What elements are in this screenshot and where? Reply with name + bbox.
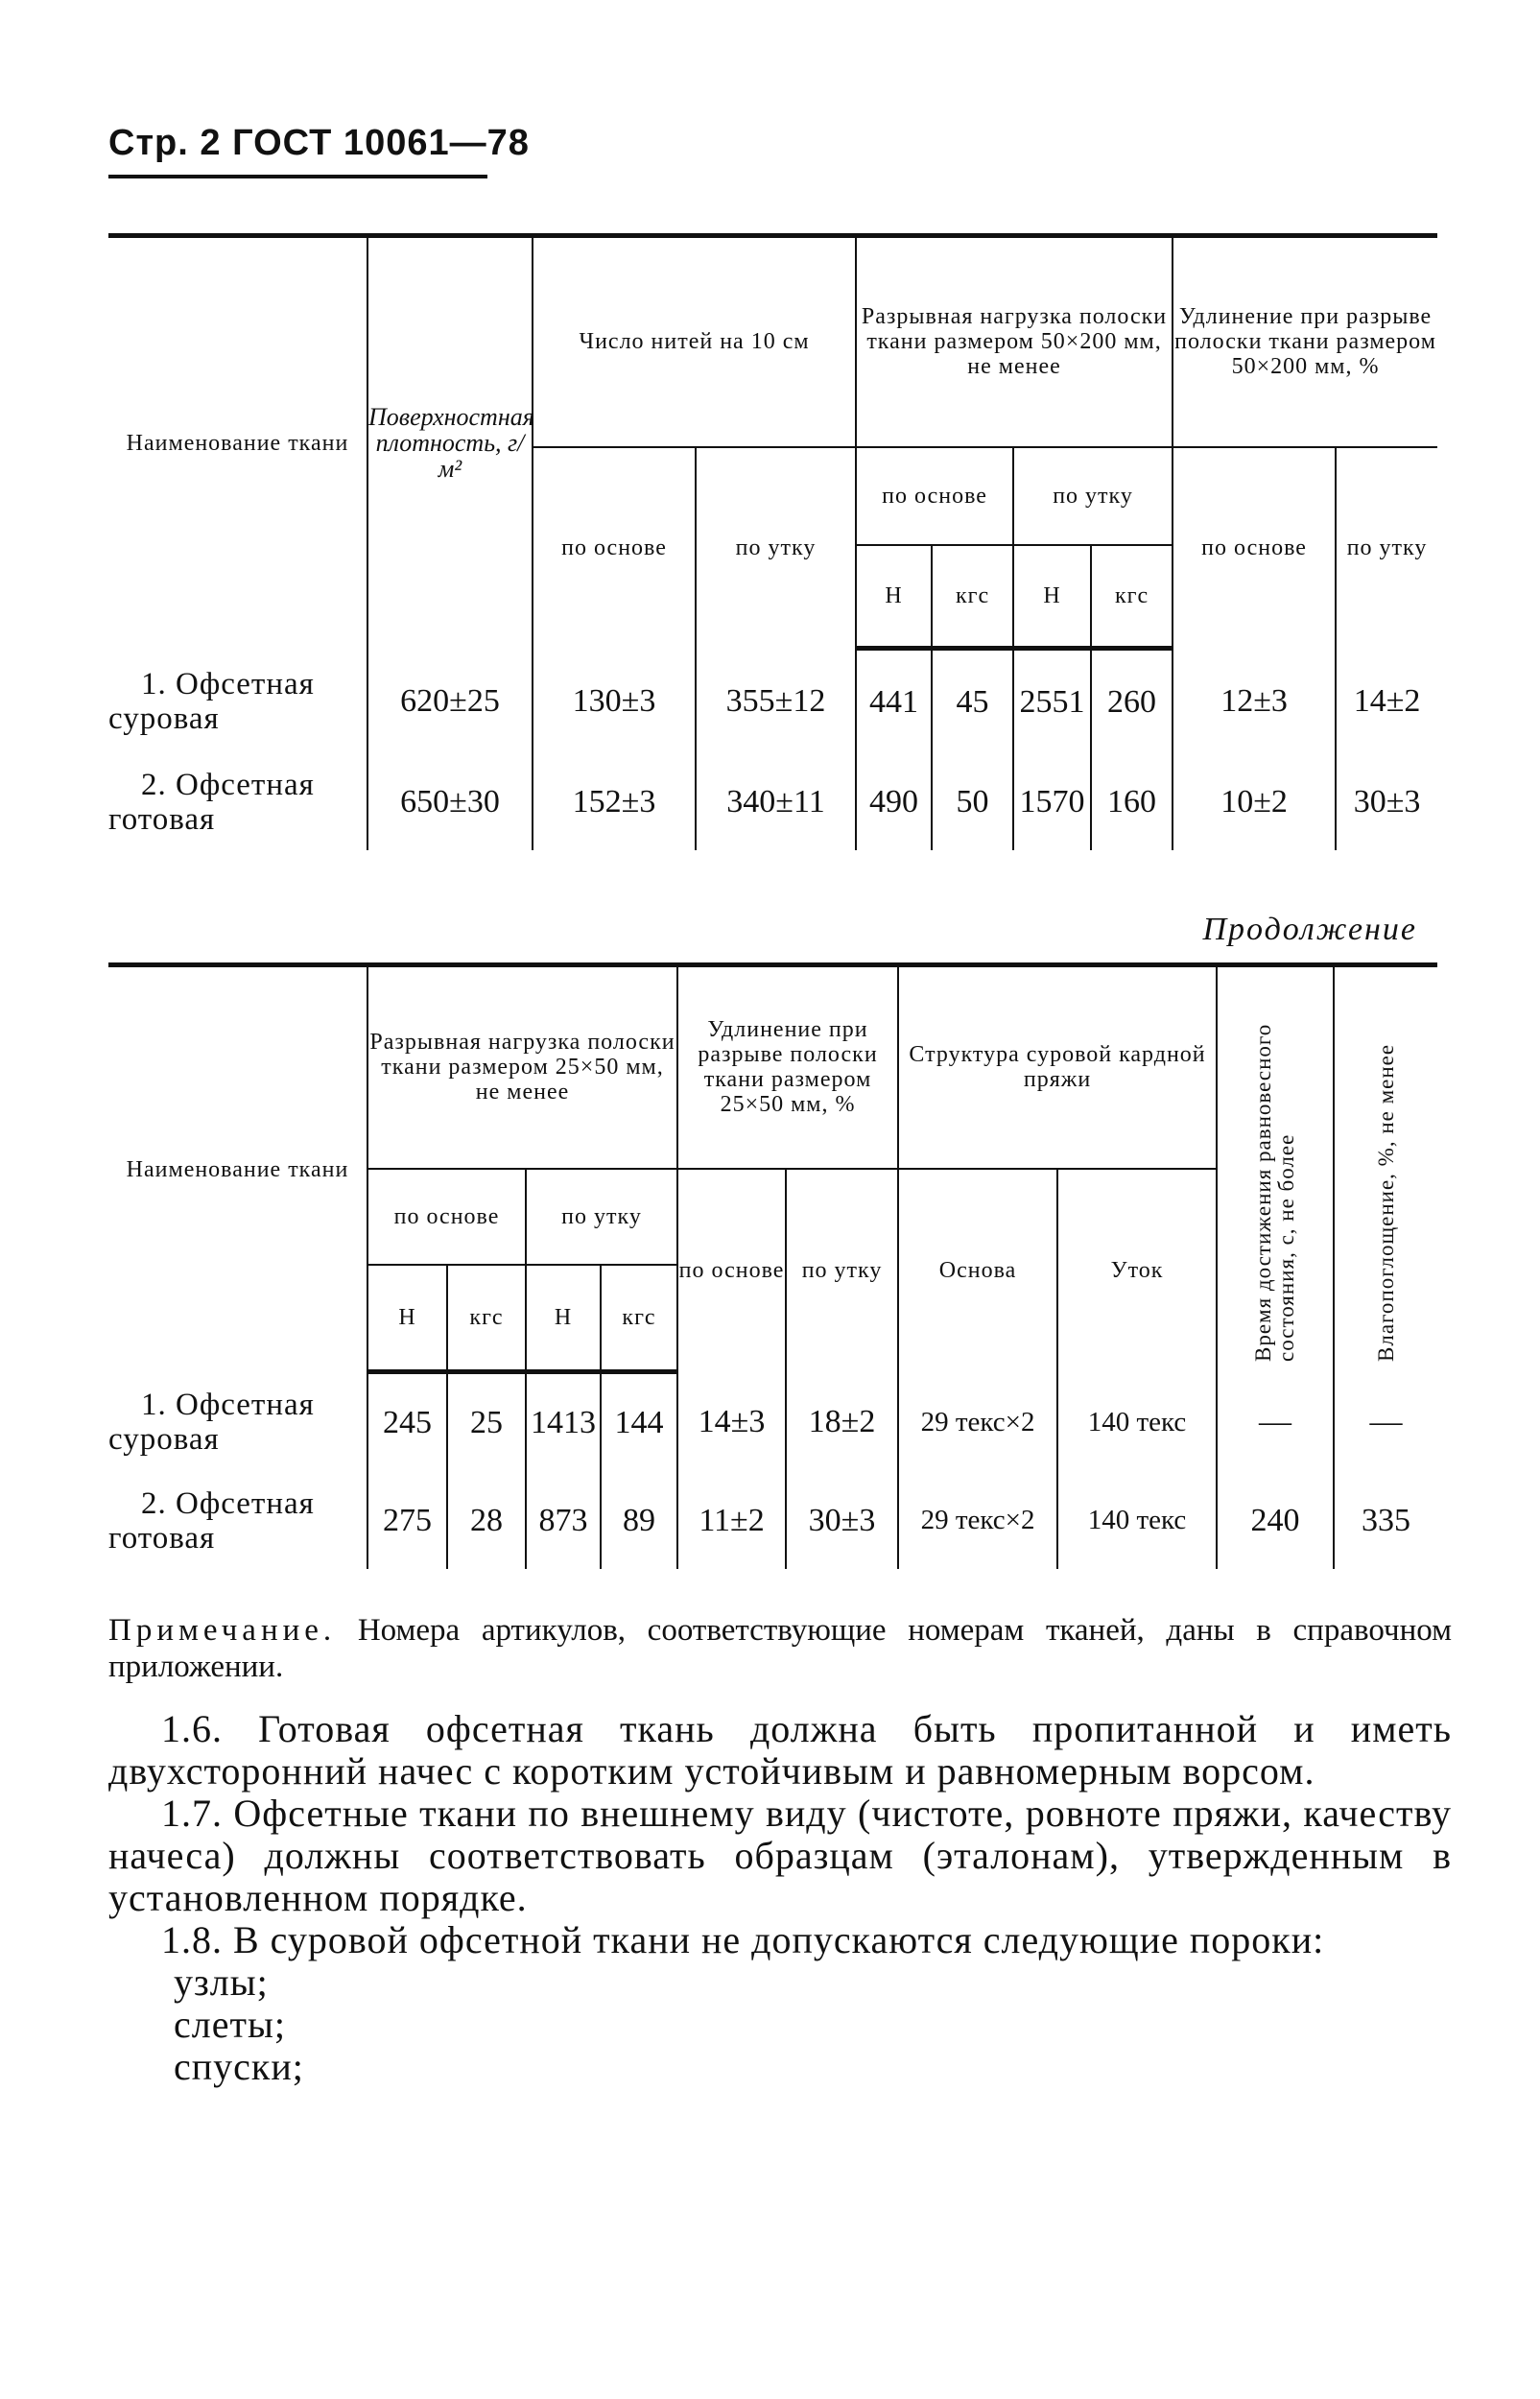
col-header-elong-weft: по утку bbox=[1336, 447, 1437, 649]
table-main bbox=[108, 233, 1437, 850]
col-header-moisture-text: Влагопоглощение, %, не менее bbox=[1373, 1043, 1398, 1362]
cell-time: 240 bbox=[1217, 1473, 1334, 1569]
col-header-elongation: Удлинение при разрыве полоски ткани размером 25×50 мм, % bbox=[677, 965, 898, 1169]
unit-N: Н bbox=[367, 1265, 447, 1372]
col-header-time bbox=[1217, 965, 1334, 1372]
col-header-load-weft: по утку bbox=[1013, 447, 1173, 545]
col-header-load-warp: по основе bbox=[367, 1169, 526, 1265]
note-text: Номера артикулов, соответствующие номерам тканей, даны в справочном приложении. bbox=[108, 1613, 1452, 1684]
cell-load-weft-N: 873 bbox=[526, 1473, 601, 1569]
cell-elong-warp: 10±2 bbox=[1173, 754, 1336, 850]
unit-N: Н bbox=[856, 545, 932, 649]
unit-N: Н bbox=[526, 1265, 601, 1372]
row-name-cont: готовая bbox=[108, 801, 216, 837]
table-row bbox=[108, 649, 1437, 754]
cell-load-weft-kgs: 160 bbox=[1091, 754, 1173, 850]
list-item: спуски; bbox=[174, 2045, 304, 2088]
cell-load-warp-kgs: 25 bbox=[447, 1372, 526, 1473]
col-header-elong-warp: по основе bbox=[1173, 447, 1336, 649]
cell-load-weft-kgs: 89 bbox=[601, 1473, 677, 1569]
col-header-name: Наименование ткани bbox=[108, 236, 367, 649]
col-header-elong-warp: по основе bbox=[677, 1169, 786, 1372]
col-header-struct-warp: Основа bbox=[898, 1169, 1057, 1372]
cell-elong-weft: 30±3 bbox=[1336, 754, 1437, 850]
row-name: 2. Офсетная bbox=[141, 1485, 315, 1521]
cell-density: 650±30 bbox=[367, 754, 533, 850]
cell-moisture: — bbox=[1334, 1372, 1437, 1473]
unit-kgs: кгс bbox=[601, 1265, 677, 1372]
col-header-elong-weft: по утку bbox=[786, 1169, 898, 1372]
cell-threads-weft: 355±12 bbox=[696, 649, 856, 754]
col-header-load: Разрывная нагрузка полоски ткани размером 50×200 мм, не менее bbox=[856, 236, 1173, 447]
cell-load-warp-N: 441 bbox=[856, 649, 932, 754]
cell-load-weft-kgs: 144 bbox=[601, 1372, 677, 1473]
table-note bbox=[108, 1612, 1452, 1685]
row-name-cont: суровая bbox=[108, 1422, 220, 1457]
cell-threads-warp: 152±3 bbox=[533, 754, 696, 850]
cell-load-warp-N: 275 bbox=[367, 1473, 447, 1569]
col-header-threads-weft: по утку bbox=[696, 447, 856, 649]
col-header-density: Поверхностная плотность, г/м² bbox=[367, 236, 533, 649]
note-label: Примечание. bbox=[108, 1613, 337, 1648]
paragraph-1-6: 1.6. Готовая офсетная ткань должна быть пропитанной и иметь двухсторонний начес с коротким устойчивым и равномерным ворсом. bbox=[108, 1707, 1452, 1793]
unit-kgs: кгс bbox=[447, 1265, 526, 1372]
row-name: 2. Офсетная bbox=[141, 767, 315, 802]
paragraph-1-7: 1.7. Офсетные ткани по внешнему виду (чистоте, ровноте пряжи, качеству начеса) должны соответствовать образцам (эталонам), утвержденным в установленном порядке. bbox=[108, 1792, 1452, 1919]
cell-elong-warp: 14±3 bbox=[677, 1372, 786, 1473]
cell-density: 620±25 bbox=[367, 649, 533, 754]
cell-time: — bbox=[1217, 1372, 1334, 1473]
col-header-name: Наименование ткани bbox=[108, 965, 367, 1372]
row-name: 1. Офсетная bbox=[141, 1388, 315, 1422]
col-header-threads: Число нитей на 10 см bbox=[533, 236, 856, 447]
continuation-label: Продолжение bbox=[1202, 912, 1417, 947]
cell-load-warp-kgs: 28 bbox=[447, 1473, 526, 1569]
cell-struct-warp: 29 текс×2 bbox=[898, 1372, 1057, 1473]
cell-threads-warp: 130±3 bbox=[533, 649, 696, 754]
cell-struct-weft: 140 текс bbox=[1057, 1372, 1217, 1473]
row-name-cont: готовая bbox=[108, 1520, 216, 1556]
cell-elong-weft: 30±3 bbox=[786, 1473, 898, 1569]
cell-moisture: 335 bbox=[1334, 1473, 1437, 1569]
table-continuation bbox=[108, 962, 1437, 1569]
cell-elong-warp: 12±3 bbox=[1173, 649, 1336, 754]
cell-load-weft-N: 2551 bbox=[1013, 649, 1091, 754]
page-header: Стр. 2 ГОСТ 10061—78 bbox=[108, 123, 530, 163]
col-header-elongation: Удлинение при разрыве полоски ткани размером 50×200 мм, % bbox=[1173, 236, 1437, 447]
cell-struct-warp: 29 текс×2 bbox=[898, 1473, 1057, 1569]
list-item: узлы; bbox=[174, 1960, 269, 2004]
unit-kgs: кгс bbox=[932, 545, 1013, 649]
cell-load-warp-kgs: 45 bbox=[932, 649, 1013, 754]
unit-kgs: кгс bbox=[1091, 545, 1173, 649]
cell-load-warp-kgs: 50 bbox=[932, 754, 1013, 850]
cell-load-weft-N: 1413 bbox=[526, 1372, 601, 1473]
row-name-cont: суровая bbox=[108, 701, 220, 736]
col-header-time-text: Время достижения равновесного состояния, с, не более bbox=[1251, 1023, 1299, 1362]
col-header-structure: Структура суровой кардной пряжи bbox=[898, 965, 1217, 1169]
table-row bbox=[108, 1473, 1437, 1569]
cell-elong-warp: 11±2 bbox=[677, 1473, 786, 1569]
col-header-load-weft: по утку bbox=[526, 1169, 677, 1265]
cell-threads-weft: 340±11 bbox=[696, 754, 856, 850]
cell-elong-weft: 14±2 bbox=[1336, 649, 1437, 754]
col-header-moisture bbox=[1334, 965, 1437, 1372]
body-text bbox=[108, 1708, 1452, 2088]
unit-N: Н bbox=[1013, 545, 1091, 649]
cell-load-warp-N: 245 bbox=[367, 1372, 447, 1473]
col-header-threads-warp: по основе bbox=[533, 447, 696, 649]
cell-load-weft-N: 1570 bbox=[1013, 754, 1091, 850]
list-item: слеты; bbox=[174, 2003, 286, 2046]
table-row bbox=[108, 754, 1437, 850]
cell-load-weft-kgs: 260 bbox=[1091, 649, 1173, 754]
header-rule bbox=[108, 175, 487, 178]
col-header-struct-weft: Уток bbox=[1057, 1169, 1217, 1372]
table-row bbox=[108, 1372, 1437, 1473]
cell-elong-weft: 18±2 bbox=[786, 1372, 898, 1473]
row-name: 1. Офсетная bbox=[141, 666, 315, 701]
cell-load-warp-N: 490 bbox=[856, 754, 932, 850]
col-header-load-warp: по основе bbox=[856, 447, 1013, 545]
col-header-load: Разрывная нагрузка полоски ткани размером 25×50 мм, не менее bbox=[367, 965, 677, 1169]
cell-struct-weft: 140 текс bbox=[1057, 1473, 1217, 1569]
paragraph-1-8: 1.8. В суровой офсетной ткани не допускаются следующие пороки: bbox=[161, 1918, 1325, 1961]
